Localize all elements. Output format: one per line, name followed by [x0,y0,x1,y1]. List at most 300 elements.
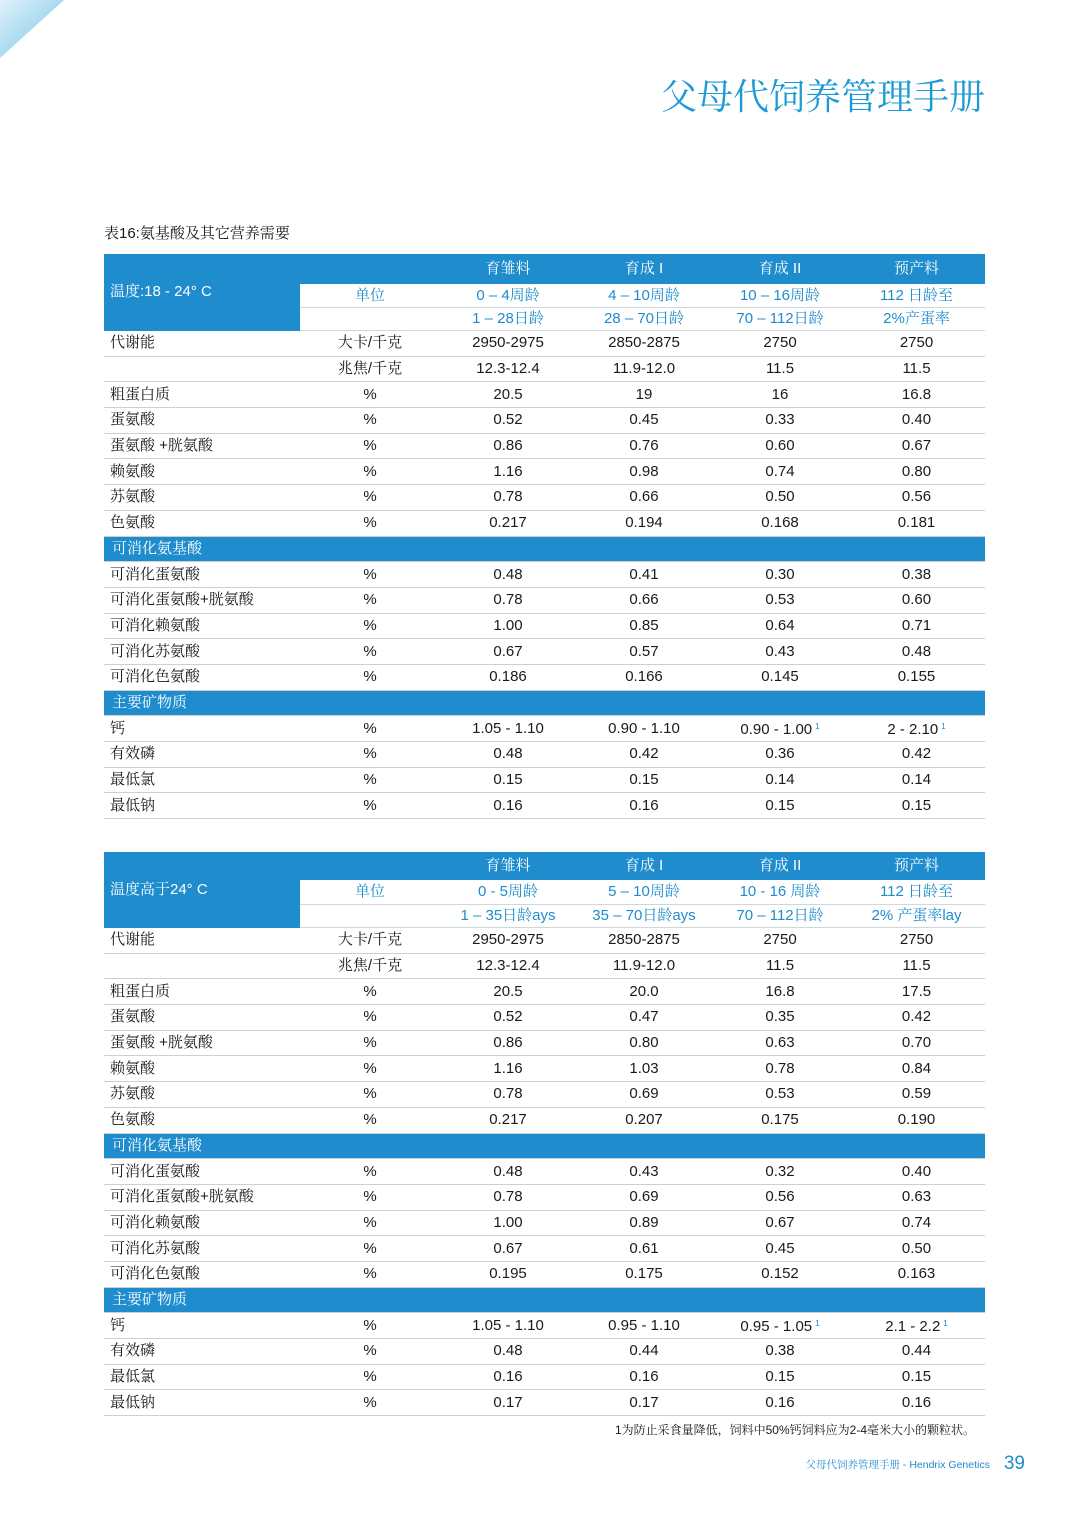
nutrient-label: 钙 [104,1313,300,1339]
value-text: 0.45 [629,411,659,429]
value-cell [712,1236,848,1262]
value-text: 0.47 [629,1008,659,1026]
value-cell [848,1159,985,1185]
value-text: 0.98 [629,462,659,480]
value-text: 0.60 [765,437,795,455]
table-row [104,562,985,588]
value-text: 0.48 [493,745,523,763]
nutrition-table-high-temp [104,852,985,1416]
nutrient-label: 有效磷 [104,1339,300,1365]
value-cell [440,1339,576,1365]
nutrient-label: 可消化赖氨酸 [104,1210,300,1236]
value-text: 0.78 [493,1085,523,1103]
value-cell [848,928,985,954]
section-row [104,536,985,562]
value-text: 0.60 [901,591,932,609]
value-cell [712,716,848,742]
value-cell [576,485,712,511]
value-text: 1.00 [493,1213,523,1231]
value-cell [576,953,712,979]
value-text: 0.35 [765,1008,795,1026]
table-row [104,613,985,639]
value-cell [576,1005,712,1031]
value-text: 0.217 [489,1111,527,1129]
value-cell [440,1056,576,1082]
value-text: 2850-2875 [608,334,680,352]
value-cell [576,742,712,768]
value-text: 0.40 [901,1162,932,1180]
value-text: 0.78 [493,488,523,506]
unit-header: 单位 [300,880,440,905]
unit-cell: % [300,382,440,408]
age-weeks: 0 - 5周龄 [440,880,576,905]
nutrient-label: 代谢能 [104,928,300,954]
age-weeks: 112 日龄至 [848,880,985,905]
value-cell [848,1210,985,1236]
value-cell [712,1082,848,1108]
nutrient-label: 可消化色氨酸 [104,1261,300,1287]
value-cell [848,1236,985,1262]
unit-cell: % [300,433,440,459]
value-text: 12.3-12.4 [476,360,540,378]
value-cell [440,382,576,408]
value-cell [712,1030,848,1056]
value-text: 2750 [899,334,934,352]
unit-cell: % [300,1339,440,1365]
value-cell [440,979,576,1005]
value-text: 0.67 [493,642,523,660]
value-text: 0.80 [629,1034,659,1052]
value-cell [576,382,712,408]
table-row [104,793,985,819]
value-cell [440,331,576,357]
value-cell [440,1364,576,1390]
value-text: 0.63 [901,1188,932,1206]
value-cell [576,1107,712,1133]
value-cell [576,1082,712,1108]
unit-cell: % [300,485,440,511]
value-text: 0.48 [493,1342,523,1360]
value-text: 0.33 [765,411,795,429]
value-cell [848,382,985,408]
value-text: 0.15 [629,771,659,789]
table-row [104,953,985,979]
value-cell [576,613,712,639]
value-text: 0.186 [489,668,527,686]
value-cell [440,793,576,819]
unit-cell: % [300,510,440,536]
value-text: 0.15 [765,1368,795,1386]
value-cell [440,1390,576,1416]
unit-cell: % [300,1082,440,1108]
value-text: 0.207 [625,1111,663,1129]
header-feed-prelay: 预产料 [848,852,985,880]
value-text: 16.8 [765,982,795,1000]
value-text: 0.181 [897,514,936,532]
age-days: 1 – 28日龄 [440,308,576,331]
value-cell [576,979,712,1005]
value-cell [440,1005,576,1031]
value-text: 0.15 [901,796,932,814]
value-text: 0.52 [493,1008,523,1026]
value-cell [712,587,848,613]
nutrient-label [104,356,300,382]
value-text: 0.90 - 1.00 [740,721,813,739]
unit-cell: % [300,1005,440,1031]
value-cell [712,433,848,459]
value-text: 0.78 [493,591,523,609]
value-text: 0.57 [629,642,659,660]
unit-cell: % [300,1210,440,1236]
header-feed-grower-2: 育成 II [712,852,848,880]
section-row [104,1287,985,1313]
value-text: 1.00 [493,616,523,634]
value-text: 0.67 [765,1213,795,1231]
age-weeks: 10 - 16 周龄 [712,880,848,905]
value-text: 1.05 - 1.10 [472,719,544,737]
table-row [104,408,985,434]
value-cell [848,639,985,665]
value-cell [576,1313,712,1339]
unit-cell: % [300,1261,440,1287]
value-cell [848,562,985,588]
header-blank [300,852,440,880]
section-row [104,1133,985,1159]
value-cell [440,1159,576,1185]
value-cell [712,1364,848,1390]
table-row [104,1159,985,1185]
value-cell [848,716,985,742]
table-row [104,1184,985,1210]
unit-cell: 兆焦/千克 [300,356,440,382]
value-text: 11.9-12.0 [612,957,676,975]
unit-cell: % [300,1236,440,1262]
value-cell [440,356,576,382]
value-text: 0.43 [765,642,795,660]
value-text: 2950-2975 [472,931,544,949]
value-text: 0.15 [901,1368,932,1386]
value-cell [576,1236,712,1262]
age-weeks: 10 – 16周龄 [712,284,848,308]
age-days: 2%产蛋率 [848,308,985,331]
header-feed-grower-2: 育成 II [712,254,848,284]
table-row [104,1082,985,1108]
nutrient-label: 苏氨酸 [104,485,300,511]
value-cell [712,793,848,819]
section-label: 可消化氨基酸 [104,536,985,562]
value-text: 2 - 2.10 [887,721,939,739]
value-cell [576,356,712,382]
value-text: 0.85 [629,616,659,634]
value-cell [440,1261,576,1287]
value-cell [440,485,576,511]
value-text: 0.53 [765,1085,795,1103]
value-cell [576,1390,712,1416]
value-cell [848,510,985,536]
table-row [104,1390,985,1416]
value-cell [440,953,576,979]
value-text: 0.50 [765,488,795,506]
value-text: 0.17 [629,1393,659,1411]
value-cell [712,1313,848,1339]
value-text: 0.52 [493,411,523,429]
value-text: 0.67 [493,1239,523,1257]
nutrient-label: 色氨酸 [104,1107,300,1133]
nutrient-label: 最低钠 [104,1390,300,1416]
value-cell [848,1364,985,1390]
value-cell [440,613,576,639]
value-cell [848,1313,985,1339]
nutrient-label: 代谢能 [104,331,300,357]
nutrient-label [104,953,300,979]
value-cell [440,716,576,742]
value-cell [576,1184,712,1210]
value-text: 0.145 [761,668,799,686]
nutrient-label: 最低氯 [104,767,300,793]
value-text: 0.163 [897,1265,936,1283]
value-cell [848,1107,985,1133]
unit-cell: % [300,562,440,588]
value-cell [712,1005,848,1031]
value-cell [712,1390,848,1416]
value-text: 16 [771,385,789,403]
unit-header: 单位 [300,284,440,308]
table-body [104,331,985,819]
nutrient-label: 蛋氨酸 [104,1005,300,1031]
value-text: 0.15 [765,796,795,814]
unit-cell: % [300,587,440,613]
nutrient-label: 可消化蛋氨酸 [104,562,300,588]
header-row-feed [104,852,985,880]
value-cell [712,928,848,954]
value-text: 0.95 - 1.10 [608,1316,680,1334]
footnote-marker: 1 [815,722,820,732]
value-text: 1.16 [493,1059,523,1077]
value-text: 0.48 [901,642,932,660]
value-text: 0.74 [901,1213,932,1231]
value-cell [440,742,576,768]
unit-cell: % [300,1390,440,1416]
unit-cell: 兆焦/千克 [300,953,440,979]
value-cell [712,1107,848,1133]
nutrient-label: 可消化赖氨酸 [104,613,300,639]
table-row [104,1210,985,1236]
value-text: 12.3-12.4 [476,957,540,975]
value-text: 0.15 [493,771,523,789]
table-row [104,1364,985,1390]
value-cell [712,356,848,382]
value-cell [712,742,848,768]
nutrition-table-moderate-temp [104,254,985,819]
table-row [104,1107,985,1133]
value-text: 0.175 [625,1265,663,1283]
unit-cell: % [300,767,440,793]
table-row [104,664,985,690]
value-cell [848,613,985,639]
age-weeks: 0 – 4周龄 [440,284,576,308]
value-text: 0.67 [901,437,932,455]
value-cell [848,1082,985,1108]
value-text: 0.53 [765,591,795,609]
value-text: 0.61 [629,1239,659,1257]
value-cell [576,459,712,485]
value-text: 20.5 [493,385,523,403]
value-text: 2750 [763,931,797,949]
value-text: 11.5 [765,360,795,378]
value-cell [576,562,712,588]
value-text: 0.50 [901,1239,932,1257]
value-text: 0.17 [493,1393,523,1411]
value-text: 0.41 [629,565,659,583]
value-cell [576,433,712,459]
document-title: 父母代饲养管理手册 [660,76,985,117]
value-cell [440,767,576,793]
table-row [104,1030,985,1056]
unit-cell: % [300,1107,440,1133]
table-row [104,1236,985,1262]
table-row [104,1056,985,1082]
unit-cell: % [300,1364,440,1390]
value-cell [848,767,985,793]
value-text: 0.78 [493,1188,523,1206]
value-text: 19 [635,385,653,403]
table-caption: 表16:氨基酸及其它营养需要 [104,225,290,242]
temperature-label: 温度:18 - 24° C [104,254,300,331]
value-cell [440,664,576,690]
unit-header-blank [300,308,440,331]
value-cell [712,1339,848,1365]
value-text: 0.45 [765,1239,795,1257]
table-row [104,356,985,382]
value-cell [712,953,848,979]
unit-cell: 大卡/千克 [300,928,440,954]
table-row [104,1005,985,1031]
value-cell [440,639,576,665]
value-text: 0.80 [901,462,932,480]
table-row [104,382,985,408]
age-days: 2% 产蛋率lay [848,905,985,928]
section-row [104,690,985,716]
value-text: 0.42 [629,745,659,763]
header-blank [300,254,440,284]
unit-cell: % [300,979,440,1005]
header-feed-grower-1: 育成 I [576,254,712,284]
value-cell [576,928,712,954]
header-feed-starter: 育雏料 [440,852,576,880]
table-row [104,485,985,511]
value-cell [440,433,576,459]
value-cell [440,928,576,954]
value-text: 0.64 [765,616,795,634]
value-text: 0.38 [765,1342,795,1360]
value-cell [576,1030,712,1056]
unit-cell: % [300,664,440,690]
value-cell [712,382,848,408]
value-cell [576,1210,712,1236]
nutrient-label: 粗蛋白质 [104,382,300,408]
value-cell [712,664,848,690]
unit-cell: % [300,1030,440,1056]
value-text: 0.40 [901,411,932,429]
value-text: 0.155 [897,668,936,686]
nutrient-label: 可消化蛋氨酸+胱氨酸 [104,587,300,613]
value-cell [576,716,712,742]
value-text: 20.0 [629,982,659,1000]
table-row [104,1313,985,1339]
value-cell [712,613,848,639]
table-row [104,767,985,793]
value-cell [848,1056,985,1082]
section-label: 主要矿物质 [104,690,985,716]
value-cell [848,408,985,434]
unit-cell: % [300,1313,440,1339]
value-cell [440,587,576,613]
nutrient-label: 可消化蛋氨酸+胱氨酸 [104,1184,300,1210]
value-text: 0.194 [625,514,663,532]
value-text: 0.86 [493,1034,523,1052]
value-cell [440,408,576,434]
nutrient-label: 可消化苏氨酸 [104,639,300,665]
value-cell [848,1390,985,1416]
value-cell [576,793,712,819]
unit-cell: % [300,716,440,742]
page-footer [805,1453,1025,1475]
value-text: 0.175 [761,1111,799,1129]
value-cell [712,1261,848,1287]
page-number: 39 [1003,1453,1025,1474]
unit-cell: % [300,1056,440,1082]
table-row [104,510,985,536]
unit-cell: % [300,793,440,819]
value-text: 0.48 [493,1162,523,1180]
unit-cell: % [300,639,440,665]
value-text: 0.166 [625,668,663,686]
nutrient-label: 钙 [104,716,300,742]
value-cell [712,767,848,793]
value-cell [848,1005,985,1031]
table-body [104,928,985,1416]
value-cell [848,356,985,382]
nutrient-label: 可消化色氨酸 [104,664,300,690]
value-cell [712,485,848,511]
header-feed-prelay: 预产料 [848,254,985,284]
value-text: 0.84 [901,1059,932,1077]
value-cell [576,639,712,665]
value-text: 2950-2975 [472,334,544,352]
value-text: 0.48 [493,565,523,583]
value-text: 1.16 [493,462,523,480]
value-text: 0.69 [629,1188,659,1206]
unit-cell: % [300,742,440,768]
age-days: 28 – 70日龄 [576,308,712,331]
temperature-label: 温度高于24° C [104,852,300,928]
value-text: 0.42 [901,1008,932,1026]
value-cell [576,587,712,613]
table-row [104,587,985,613]
value-text: 2850-2875 [608,931,680,949]
value-text: 0.195 [489,1265,527,1283]
value-text: 0.38 [901,565,932,583]
table-row [104,979,985,1005]
table-row [104,742,985,768]
unit-cell: % [300,613,440,639]
value-cell [848,1261,985,1287]
footnote: 1为防止采食量降低，饲料中50%钙饲料应为2-4毫米大小的颗粒状。 [614,1423,975,1437]
nutrient-label: 可消化蛋氨酸 [104,1159,300,1185]
value-cell [576,1261,712,1287]
value-cell [712,408,848,434]
value-text: 0.14 [765,771,795,789]
